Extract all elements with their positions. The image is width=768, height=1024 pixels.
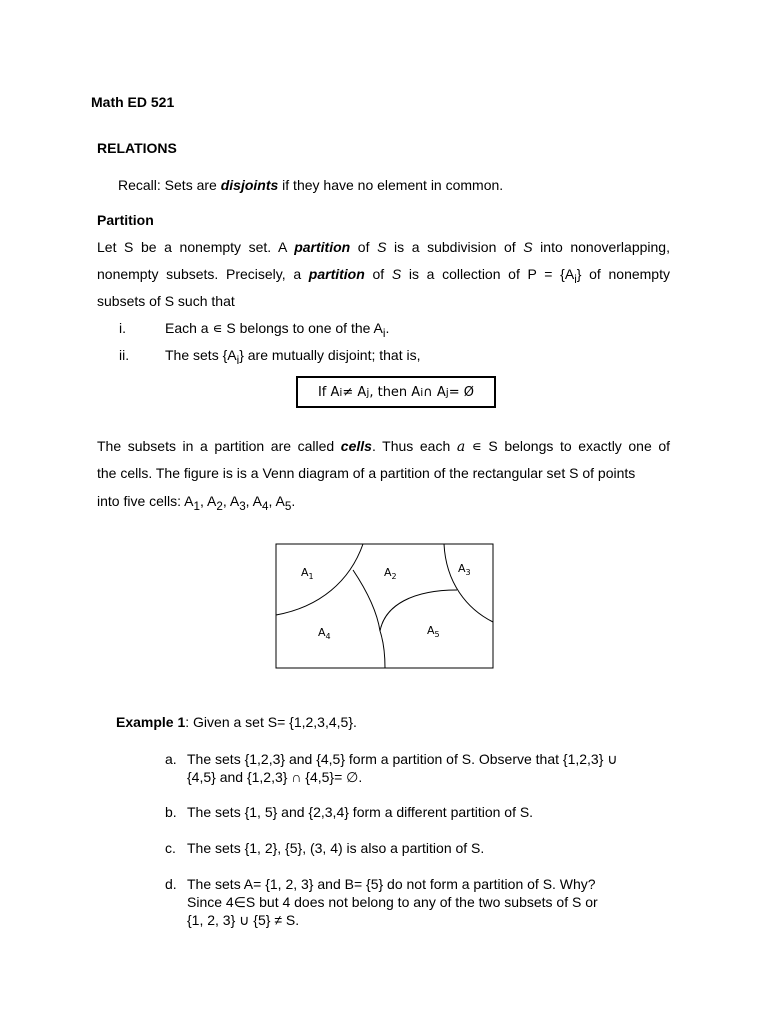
example-item-text: The sets {1, 2}, {5}, (3, 4) is also a partition of S. bbox=[187, 840, 485, 856]
set-symbol: S bbox=[391, 266, 402, 282]
subscript: i bbox=[382, 326, 386, 340]
para-text: , A bbox=[268, 493, 285, 509]
venn-label-a1: $A_1$ bbox=[301, 566, 314, 581]
disjoints-term: disjoints bbox=[220, 177, 279, 193]
recall-text: Recall: Sets are bbox=[118, 177, 221, 193]
def-text: of bbox=[364, 266, 392, 282]
example-item-text: Since 4∈S but 4 does not belong to any of the two subsets of S or bbox=[187, 894, 598, 910]
venn-label-a3: $A_3$ bbox=[458, 562, 471, 577]
formula-text: ≠ A bbox=[342, 384, 367, 400]
def-text: nonempty subsets. Precisely, a bbox=[97, 266, 309, 282]
subscript: 3 bbox=[239, 499, 246, 513]
def-text: } of nonempty bbox=[576, 266, 670, 282]
cells-line-3 bbox=[97, 493, 295, 513]
para-text: The subsets in a partition are called bbox=[97, 438, 341, 454]
definition-line-1 bbox=[97, 239, 670, 255]
venn-curve-a2-right bbox=[380, 590, 457, 631]
def-text: is a collection of P = {A bbox=[401, 266, 575, 282]
venn-label-a5: $A_5$ bbox=[427, 624, 440, 639]
section-title: RELATIONS bbox=[97, 140, 177, 156]
subscript: 2 bbox=[216, 499, 223, 513]
subscript: i bbox=[236, 353, 240, 367]
condition-text bbox=[165, 347, 421, 367]
def-text: Let S be a nonempty set. A bbox=[97, 239, 295, 255]
condition-num: i. bbox=[119, 320, 126, 336]
recall-line bbox=[118, 177, 503, 193]
example-item-letter: b. bbox=[165, 804, 177, 820]
venn-diagram bbox=[275, 543, 495, 670]
para-text: ∊ S belongs to exactly one of bbox=[465, 438, 671, 454]
def-text: into nonoverlapping, bbox=[532, 239, 670, 255]
def-text: is a subdivision of bbox=[386, 239, 524, 255]
formula-text: If A bbox=[317, 384, 340, 400]
para-text: . bbox=[291, 493, 296, 509]
partition-term: partition bbox=[294, 239, 351, 255]
para-text: , A bbox=[245, 493, 263, 509]
cells-term: cells bbox=[340, 438, 372, 454]
example-item-letter: a. bbox=[165, 751, 177, 767]
venn-curve-a1 bbox=[276, 544, 363, 615]
partition-term: partition bbox=[308, 266, 365, 282]
condition-num: ii. bbox=[119, 347, 130, 363]
partition-heading: Partition bbox=[97, 212, 154, 228]
venn-curve-a4-a5 bbox=[380, 631, 385, 668]
definition-line-2 bbox=[97, 266, 670, 286]
condition-body: . bbox=[385, 320, 390, 336]
para-text: . Thus each bbox=[371, 438, 457, 454]
element-symbol: a bbox=[456, 439, 466, 455]
example-label: Example 1 bbox=[116, 714, 186, 730]
subscript: 1 bbox=[193, 499, 200, 513]
example-item-text: The sets A= {1, 2, 3} and B= {5} do not form a partition of S. Why? bbox=[187, 876, 596, 892]
subscript: 5 bbox=[284, 499, 292, 513]
subscript: i bbox=[574, 272, 577, 286]
example-item-letter: c. bbox=[165, 840, 176, 856]
example-heading bbox=[116, 714, 357, 730]
para-text: , A bbox=[199, 493, 217, 509]
example-item-text: The sets {1,2,3} and {4,5} form a partition of S. Observe that {1,2,3} ∪ bbox=[187, 751, 618, 767]
example-item-letter: d. bbox=[165, 876, 177, 892]
example-item-text: The sets {1, 5} and {2,3,4} form a different partition of S. bbox=[187, 804, 534, 820]
subscript: 4 bbox=[262, 499, 269, 513]
formula-text: = Ø bbox=[448, 384, 475, 400]
subscript: j bbox=[366, 385, 370, 399]
subscript: j bbox=[445, 385, 449, 399]
venn-label-a4: $A_4$ bbox=[318, 626, 331, 641]
disjoint-formula-box bbox=[296, 376, 496, 408]
condition-text bbox=[165, 320, 389, 340]
venn-label-a2: $A_2$ bbox=[384, 566, 397, 581]
condition-body: Each a ∊ S belongs to one of the A bbox=[165, 320, 383, 336]
venn-curve-a2-left bbox=[353, 570, 380, 631]
set-symbol: S bbox=[523, 239, 533, 255]
condition-body: The sets {A bbox=[165, 347, 237, 363]
set-symbol: S bbox=[377, 239, 387, 255]
recall-text-end: if they have no element in common. bbox=[278, 177, 504, 193]
para-text: into five cells: A bbox=[97, 493, 194, 509]
cells-line-1 bbox=[97, 438, 670, 455]
cells-line-2: the cells. The figure is is a Venn diagram of a partition of the rectangular set S of points bbox=[97, 465, 636, 481]
venn-curve-a3 bbox=[444, 544, 493, 622]
formula-text: , then A bbox=[369, 384, 421, 400]
example-item-text: {1, 2, 3} ∪ {5} ≠ S. bbox=[187, 912, 300, 928]
course-title: Math ED 521 bbox=[91, 94, 175, 110]
subscript: i bbox=[339, 385, 343, 399]
condition-body: } are mutually disjoint; that is, bbox=[239, 347, 421, 363]
formula-text: ∩ A bbox=[423, 384, 446, 400]
example-intro: : Given a set S= {1,2,3,4,5}. bbox=[185, 714, 357, 730]
subscript: i bbox=[420, 385, 424, 399]
def-text: of bbox=[350, 239, 378, 255]
definition-line-3: subsets of S such that bbox=[97, 293, 235, 309]
para-text: , A bbox=[222, 493, 240, 509]
example-item-text: {4,5} and {1,2,3} ∩ {4,5}= ∅. bbox=[187, 769, 363, 785]
